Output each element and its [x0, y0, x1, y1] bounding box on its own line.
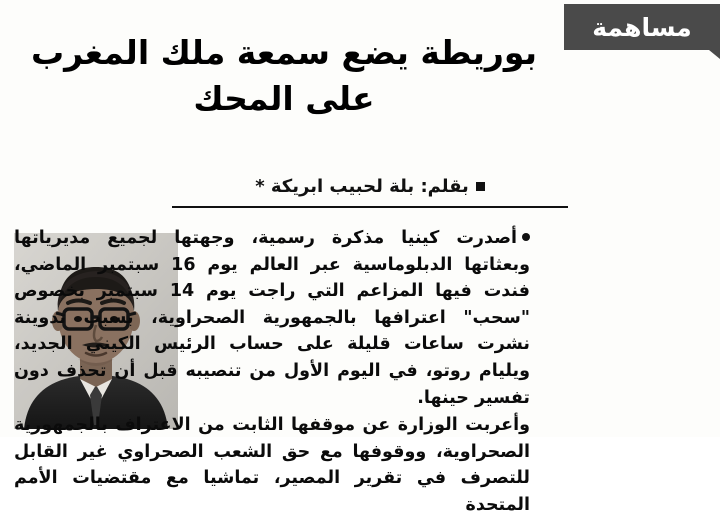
- category-tab-label: مساهمة: [592, 12, 692, 42]
- byline-text: بقلم: بلة لحبيب ابريكة *: [255, 176, 469, 197]
- category-tab: [564, 4, 720, 50]
- headline-line-2: على المحك: [193, 78, 375, 118]
- square-bullet-icon: [476, 182, 485, 191]
- bullet-dot-icon: [522, 233, 530, 241]
- article-paragraph-1: [14, 225, 530, 411]
- page-title: [14, 30, 554, 121]
- article-body: [14, 225, 530, 520]
- article-paragraph-1-text: أصدرت كينيا مذكرة رسمية، وجهتها لجميع مديرياتها وبعثاتها الدبلوماسية عبر العالم يوم 16 سبتمبر الماضي، فندت فيها المزاعم التي راجت يوم 14 سبتمبر بخصوص "سحب" اعترافها بالجمهورية الصحراوية، بسبب تدوينة نشرت ساعات قليلة على حساب الرئيس الكيني الجديد، ويليام روتو، في اليوم الأول من تنصيبه قبل أن تحذف دون تفسير حينها.: [14, 228, 530, 408]
- category-tab-notch: [709, 50, 720, 59]
- byline-divider: [172, 206, 568, 208]
- byline: [170, 176, 570, 197]
- headline-line-1: بوريطة يضع سمعة ملك المغرب: [30, 33, 538, 73]
- article-paragraph-2: وأعربت الوزارة عن موقفها الثابت من الاعتراف بالجمهورية الصحراوية، ووقوفها مع حق الشعب الصحراوي غير القابل للتصرف في تقرير المصير، تماشيا مع مقتضيات الأمم المتحدة: [14, 415, 530, 515]
